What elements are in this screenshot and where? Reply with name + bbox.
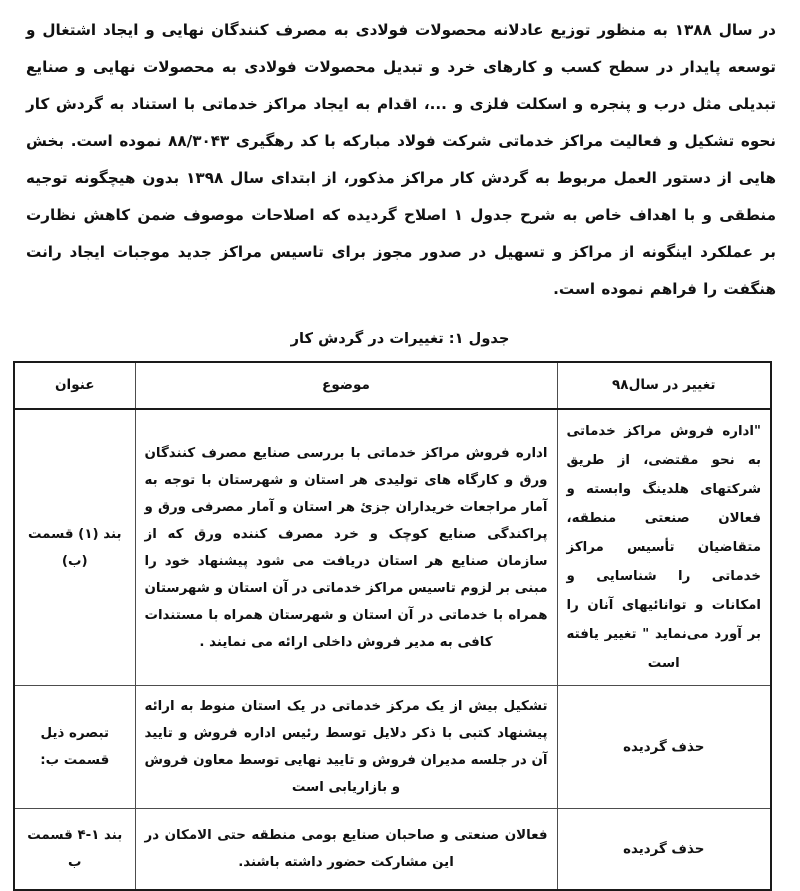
table-header [14, 362, 771, 409]
intro-paragraph: در سال ۱۳۸۸ به منظور توزیع عادلانه محصولات فولادی به مصرف کنندگان نهایی و ایجاد اشتغال و توسعه پایدار در سطح کسب و کارهای خرد و تبدیل محصولات فولادی به محصولات نهایی و صنایع تبدیلی مثل درب و پنجره و اسکلت فلزی و ...، اقدام به ایجاد مراکز خدماتی با استناد به گردش کار نحوه تشکیل و فعالیت مراکز خدماتی شرکت فولاد مبارکه با کد رهگیری ۸۸/۳۰۴۳ نموده است. بخش هایی از دستور العمل مربوط به گردش کار مراکز مذکور، از ابتدای سال ۱۳۹۸ بدون هیچگونه توجیه منطقی و با اهداف خاص به شرح جدول ۱ اصلاح گردیده که اصلاحات موصوف ضمن کاهش نظارت بر عملکرد اینگونه از مراکز و تسهیل در صدور مجوز برای تاسیس مراکز جدید موجبات ایجاد رانت هنگفت را فراهم نموده است. [26, 21, 777, 298]
table-header-row [14, 362, 771, 409]
cell-topic: تشکیل بیش از یک مرکز خدماتی در یک استان منوط به ارائه پیشنهاد کتبی با ذکر دلایل توسط رئیس اداره فروش و تایید آن در جلسه مدیران فروش و تایید نهایی توسط معاون فروش و بازاریابی است [135, 686, 557, 809]
cell-title: بند (۱) قسمت (ب) [14, 409, 135, 686]
cell-topic: فعالان صنعتی و صاحبان صنایع بومی منطقه حتی الامکان در این مشارکت حضور داشته باشند. [135, 809, 557, 891]
column-header-topic: موضوع [135, 362, 557, 409]
table-row [14, 409, 771, 686]
table-row [14, 686, 771, 809]
table-row [14, 809, 771, 891]
cell-change: حذف گردیده [557, 809, 771, 891]
cell-change: "اداره فروش مراکز خدماتی به نحو مقتضی، از طریق شرکتهای هلدینگ وابسته و فعالان صنعتی منطقه، متقاضیان تأسیس مراکز خدماتی را شناسایی و امکانات و توانائیهای آنان را بر آورد می‌نماید " تغییر یافته است [557, 409, 771, 686]
column-header-change: تغییر در سال۹۸ [557, 362, 771, 409]
table-caption: جدول ۱: تغییرات در گردش کار [290, 330, 510, 347]
cell-title: بند ۱-۴ قسمت ب [14, 809, 135, 891]
cell-title: تبصره ذیل قسمت ب: [14, 686, 135, 809]
column-header-title: عنوان [14, 362, 135, 409]
table-container [22, 361, 778, 891]
cell-topic: اداره فروش مراکز خدماتی با بررسی صنایع مصرف کنندگان ورق و کارگاه های تولیدی هر استان و شهرستان با توجه به آمار مراجعات خریداران جزئ هر استان و آمار مصرفی ورق و پراکندگی صنایع کوچک و خرد مصرف کننده ورق که از سازمان صنایع هر استان دریافت می شود پیشنهاد خود را مبنی بر لزوم تاسیس مراکز خدماتی در آن استان و شهرستان همراه با خدماتی در آن استان و شهرستان همراه با مستندات کافی به مدیر فروش داخلی ارائه می نمایند . [135, 409, 557, 686]
cell-change: حذف گردیده [557, 686, 771, 809]
table-body [14, 409, 771, 890]
changes-table [13, 361, 772, 891]
